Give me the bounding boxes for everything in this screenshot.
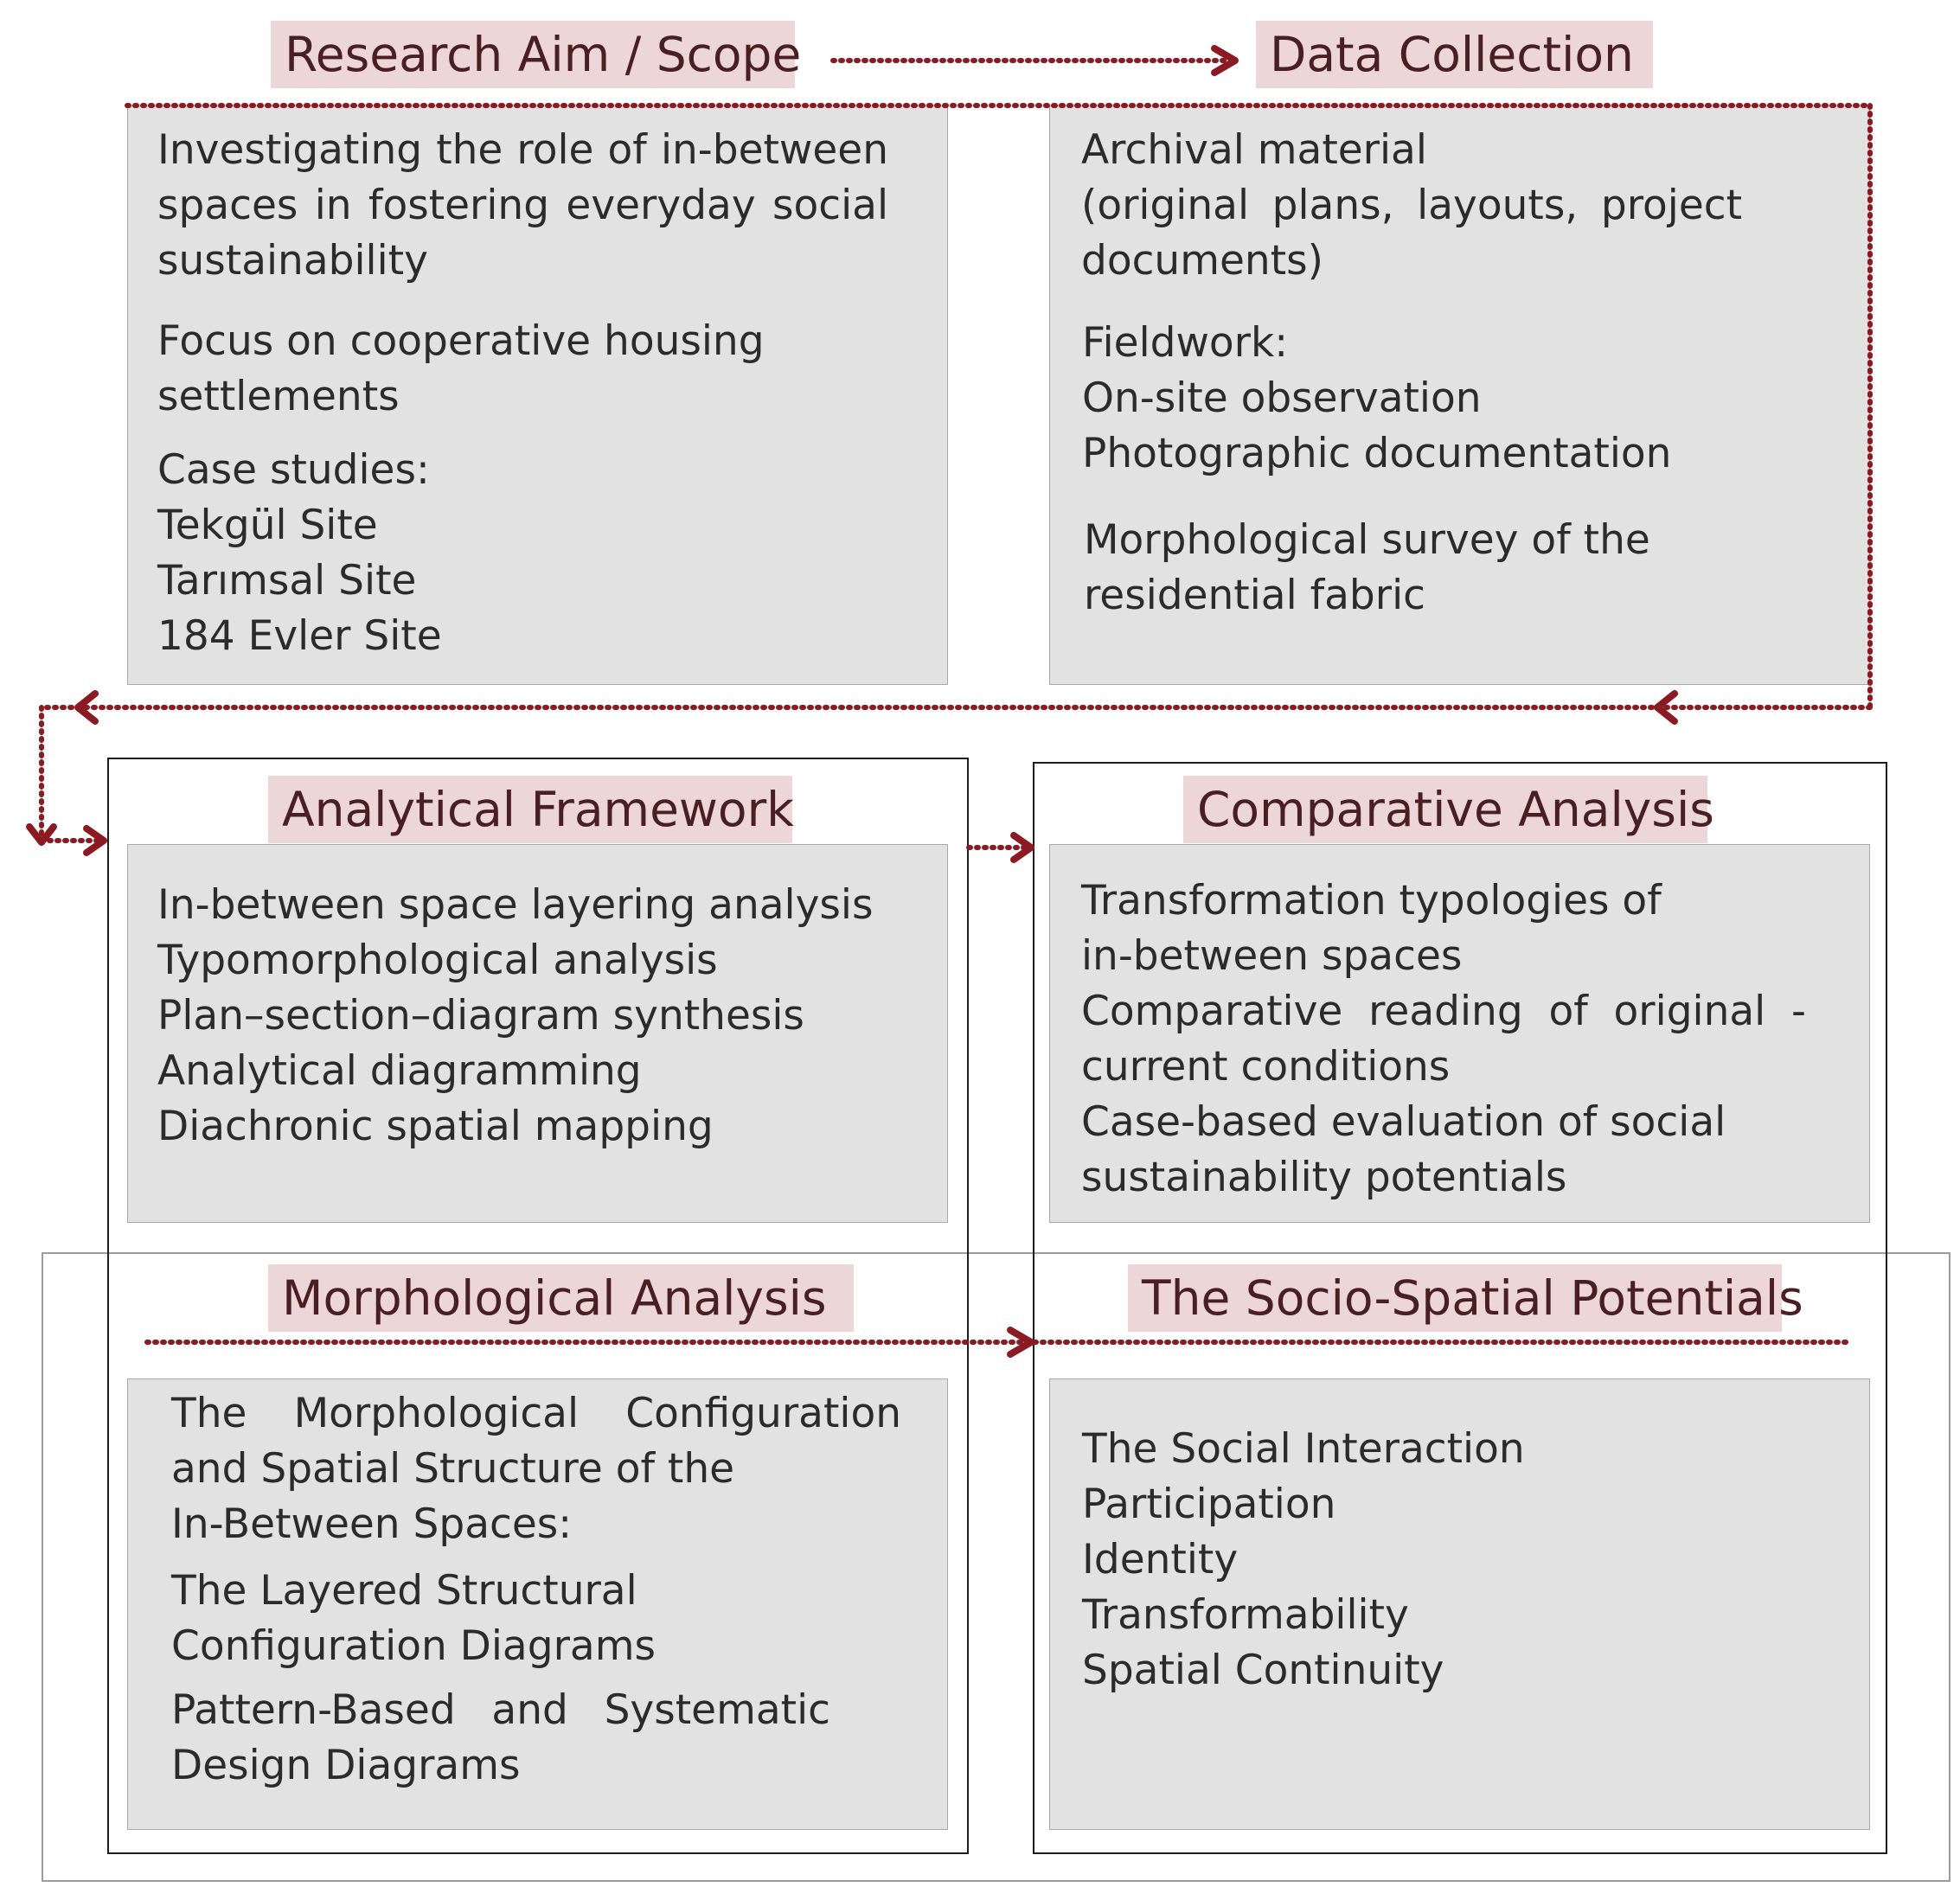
analytical-item: Diachronic spatial mapping (157, 1103, 714, 1150)
analytical-item: Typomorphological analysis (157, 937, 718, 984)
data-collection-line: Photographic documentation (1082, 430, 1672, 477)
socio-item: Identity (1082, 1536, 1239, 1583)
comparative-title: Comparative Analysis (1183, 776, 1707, 843)
data-collection-line: Morphological survey of the (1084, 516, 1650, 564)
research-title: Research Aim / Scope (271, 21, 795, 88)
morphological-line: The Morphological Configuration (171, 1390, 901, 1437)
analytical-item: Plan–section–diagram synthesis (157, 992, 804, 1039)
morphological-line: The Layered Structural (171, 1567, 637, 1615)
analytical-title: Analytical Framework (268, 776, 792, 843)
data-collection-line: Archival material (1081, 126, 1427, 174)
morphological-line: Design Diagrams (171, 1742, 521, 1789)
morphological-line: Configuration Diagrams (171, 1622, 656, 1670)
comparative-item: Comparative reading of original - (1081, 988, 1806, 1035)
data-collection-line: residential fabric (1084, 572, 1425, 619)
morphological-line: Pattern-Based and Systematic (171, 1686, 830, 1734)
research-line: 184 Evler Site (157, 612, 442, 660)
analytical-item: Analytical diagramming (157, 1047, 642, 1095)
data-collection-line: documents) (1081, 237, 1323, 285)
analytical-item: In-between space layering analysis (157, 881, 874, 929)
socio-item: The Social Interaction (1082, 1425, 1525, 1473)
socio-item: Transformability (1082, 1591, 1409, 1639)
comparative-item: Case-based evaluation of social (1081, 1098, 1726, 1146)
research-line: Tarımsal Site (157, 557, 417, 604)
comparative-item: sustainability potentials (1081, 1154, 1567, 1201)
socio-item: Participation (1082, 1481, 1336, 1528)
data-collection-title: Data Collection (1256, 21, 1653, 88)
morphological-line: In-Between Spaces: (171, 1500, 573, 1548)
socio-title: The Socio-Spatial Potentials (1128, 1264, 1782, 1332)
morphological-line: and Spatial Structure of the (171, 1445, 735, 1493)
data-collection-line: (original plans, layouts, project (1081, 182, 1742, 229)
research-line: Focus on cooperative housing (157, 317, 765, 365)
comparative-item: in-between spaces (1081, 932, 1463, 980)
socio-item: Spatial Continuity (1082, 1647, 1444, 1694)
data-collection-line: Fieldwork: (1082, 319, 1289, 367)
research-line: Tekgül Site (157, 502, 378, 549)
research-line: Investigating the role of in-between (157, 126, 888, 174)
research-line: spaces in fostering everyday social (157, 182, 888, 229)
morphological-title: Morphological Analysis (268, 1264, 854, 1332)
comparative-item: current conditions (1081, 1043, 1451, 1091)
comparative-item: Transformation typologies of (1081, 877, 1662, 924)
research-line: sustainability (157, 237, 428, 285)
data-collection-line: On-site observation (1082, 374, 1482, 422)
research-line: settlements (157, 373, 400, 420)
research-line: Case studies: (157, 446, 430, 494)
